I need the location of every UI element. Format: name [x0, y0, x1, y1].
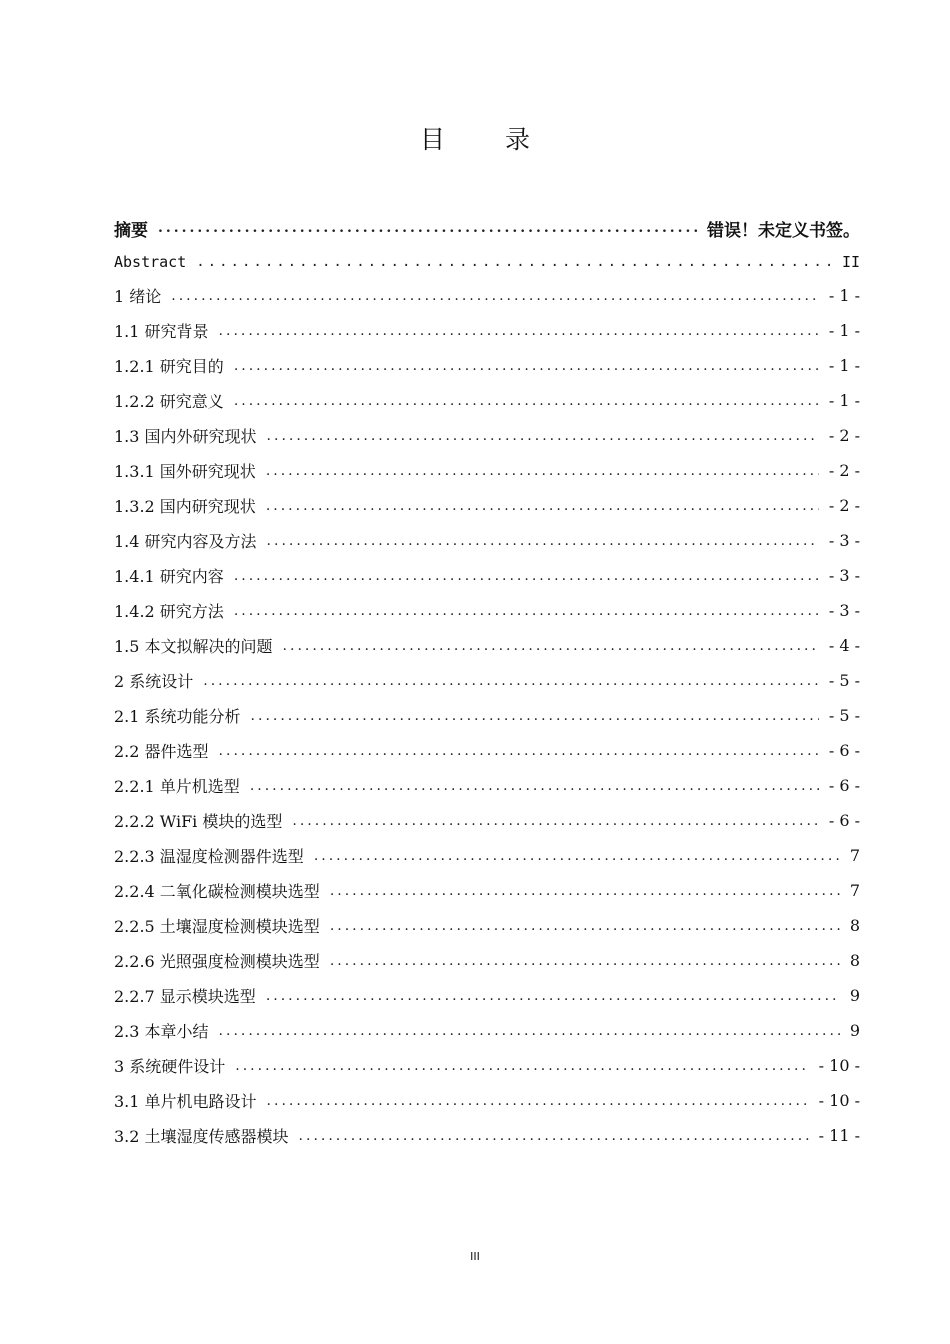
toc-entry-page: 9	[849, 1021, 860, 1040]
toc-entry-label: 1.4.1 研究内容	[114, 567, 224, 586]
toc-entry-page: - 3 -	[828, 566, 860, 585]
toc-entry[interactable]	[114, 1048, 860, 1083]
toc-entry[interactable]	[114, 210, 860, 246]
toc-entry-page: 8	[849, 951, 860, 970]
toc-entry-label: 2.2 器件选型	[114, 742, 209, 761]
toc-leader-dots	[251, 708, 819, 724]
toc-entry-label: 2.3 本章小结	[114, 1022, 209, 1041]
toc-entry-label: 1.3 国内外研究现状	[114, 427, 257, 446]
toc-entry-page: - 11 -	[818, 1126, 860, 1145]
toc-entry-page: 7	[849, 846, 860, 865]
toc-leader-dots	[235, 1058, 808, 1074]
toc-leader-dots	[292, 813, 818, 829]
toc-leader-dots	[266, 498, 819, 514]
toc-entry-page: - 2 -	[828, 461, 860, 480]
toc-entry-page: - 10 -	[818, 1056, 860, 1075]
toc-leader-dots	[314, 848, 840, 864]
toc-entry[interactable]	[114, 908, 860, 943]
page-title: 目 录	[420, 125, 556, 154]
toc-entry-page: 8	[849, 916, 860, 935]
toc-entry-page: - 1 -	[828, 286, 860, 305]
toc-entry[interactable]	[114, 873, 860, 908]
toc-entry-label: 1.2.2 研究意义	[114, 392, 224, 411]
toc-entry-page: - 3 -	[828, 531, 860, 550]
toc-leader-dots	[219, 743, 819, 759]
toc-leader-dots	[267, 428, 819, 444]
toc-entry[interactable]	[114, 698, 860, 733]
toc-leader-dots	[203, 673, 819, 689]
toc-entry-page: 错误！未定义书签。	[707, 220, 860, 241]
toc-entry-label: 1.5 本文拟解决的问题	[114, 637, 273, 656]
toc-entry[interactable]	[114, 558, 860, 593]
toc-leader-dots	[267, 1093, 809, 1109]
toc-entry-label: 2.2.5 土壤湿度检测模块选型	[114, 917, 320, 936]
toc-entry[interactable]	[114, 593, 860, 628]
toc-leader-dots	[234, 358, 819, 374]
toc-entry-label: 1.4.2 研究方法	[114, 602, 224, 621]
toc-entry[interactable]	[114, 453, 860, 488]
toc-entry-label: 2.2.4 二氧化碳检测模块选型	[114, 882, 320, 901]
toc-entry-label: 1.4 研究内容及方法	[114, 532, 257, 551]
toc-entry[interactable]	[114, 943, 860, 978]
toc-entry[interactable]	[114, 1013, 860, 1048]
toc-leader-dots	[234, 393, 819, 409]
toc-leader-dots	[330, 918, 840, 934]
table-of-contents	[114, 210, 860, 1153]
toc-leader-dots	[330, 953, 840, 969]
toc-entry-label: 2 系统设计	[114, 672, 194, 691]
toc-entry[interactable]	[114, 768, 860, 803]
toc-leader-dots	[299, 1128, 809, 1144]
toc-leader-dots	[330, 883, 840, 899]
toc-entry[interactable]	[114, 278, 860, 313]
toc-entry-label: 1.2.1 研究目的	[114, 357, 224, 376]
toc-entry[interactable]	[114, 1118, 860, 1153]
toc-entry-page: - 5 -	[828, 671, 860, 690]
toc-leader-dots	[266, 463, 819, 479]
toc-entry-label: Abstract	[114, 253, 187, 271]
toc-entry-page: - 10 -	[818, 1091, 860, 1110]
toc-entry[interactable]	[114, 663, 860, 698]
toc-entry[interactable]	[114, 313, 860, 348]
toc-leader-dots	[283, 638, 819, 654]
toc-entry[interactable]	[114, 838, 860, 873]
toc-entry[interactable]	[114, 1083, 860, 1118]
toc-leader-dots	[171, 288, 819, 304]
toc-entry-page: - 2 -	[828, 426, 860, 445]
toc-entry-label: 2.2.6 光照强度检测模块选型	[114, 952, 320, 971]
toc-entry-label: 2.2.3 温湿度检测器件选型	[114, 847, 304, 866]
toc-entry[interactable]	[114, 418, 860, 453]
toc-entry-page: - 6 -	[828, 811, 860, 830]
toc-entry-page: - 6 -	[828, 776, 860, 795]
toc-entry[interactable]	[114, 246, 860, 278]
toc-entry[interactable]	[114, 348, 860, 383]
toc-entry-label: 1.3.1 国外研究现状	[114, 462, 256, 481]
toc-entry-label: 1 绪论	[114, 287, 162, 306]
toc-entry-label: 3.1 单片机电路设计	[114, 1092, 257, 1111]
toc-entry[interactable]	[114, 383, 860, 418]
toc-entry-page: - 2 -	[828, 496, 860, 515]
toc-leader-dots	[267, 533, 819, 549]
toc-entry[interactable]	[114, 803, 860, 838]
toc-leader-dots	[234, 603, 819, 619]
toc-entry[interactable]	[114, 733, 860, 768]
toc-leader-dots	[158, 220, 697, 236]
toc-leader-dots	[266, 988, 840, 1004]
page-number: III	[470, 1250, 480, 1263]
toc-entry-label: 2.1 系统功能分析	[114, 707, 241, 726]
toc-entry-page: - 1 -	[828, 356, 860, 375]
toc-entry-label: 摘要	[114, 220, 148, 241]
toc-leader-dots	[219, 1023, 840, 1039]
toc-entry-label: 1.1 研究背景	[114, 322, 209, 341]
toc-entry-page: 7	[849, 881, 860, 900]
toc-entry-label: 2.2.1 单片机选型	[114, 777, 240, 796]
toc-entry-label: 2.2.2 WiFi 模块的选型	[114, 812, 283, 831]
toc-entry[interactable]	[114, 628, 860, 663]
toc-entry[interactable]	[114, 523, 860, 558]
toc-leader-dots	[234, 568, 819, 584]
toc-leader-dots	[219, 323, 819, 339]
toc-entry-page: - 1 -	[828, 391, 860, 410]
toc-leader-dots	[250, 778, 819, 794]
toc-entry-label: 3 系统硬件设计	[114, 1057, 226, 1076]
toc-entry-page: - 3 -	[828, 601, 860, 620]
toc-entry-label: 2.2.7 显示模块选型	[114, 987, 256, 1006]
toc-entry-page: - 5 -	[828, 706, 860, 725]
toc-entry-page: - 6 -	[828, 741, 860, 760]
toc-leader-dots	[196, 254, 832, 270]
toc-entry-page: - 4 -	[828, 636, 860, 655]
toc-entry-page: II	[841, 253, 860, 271]
toc-entry-page: - 1 -	[828, 321, 860, 340]
toc-entry-page: 9	[849, 986, 860, 1005]
toc-entry[interactable]	[114, 978, 860, 1013]
toc-entry[interactable]	[114, 488, 860, 523]
toc-entry-label: 3.2 土壤湿度传感器模块	[114, 1127, 289, 1146]
toc-entry-label: 1.3.2 国内研究现状	[114, 497, 256, 516]
